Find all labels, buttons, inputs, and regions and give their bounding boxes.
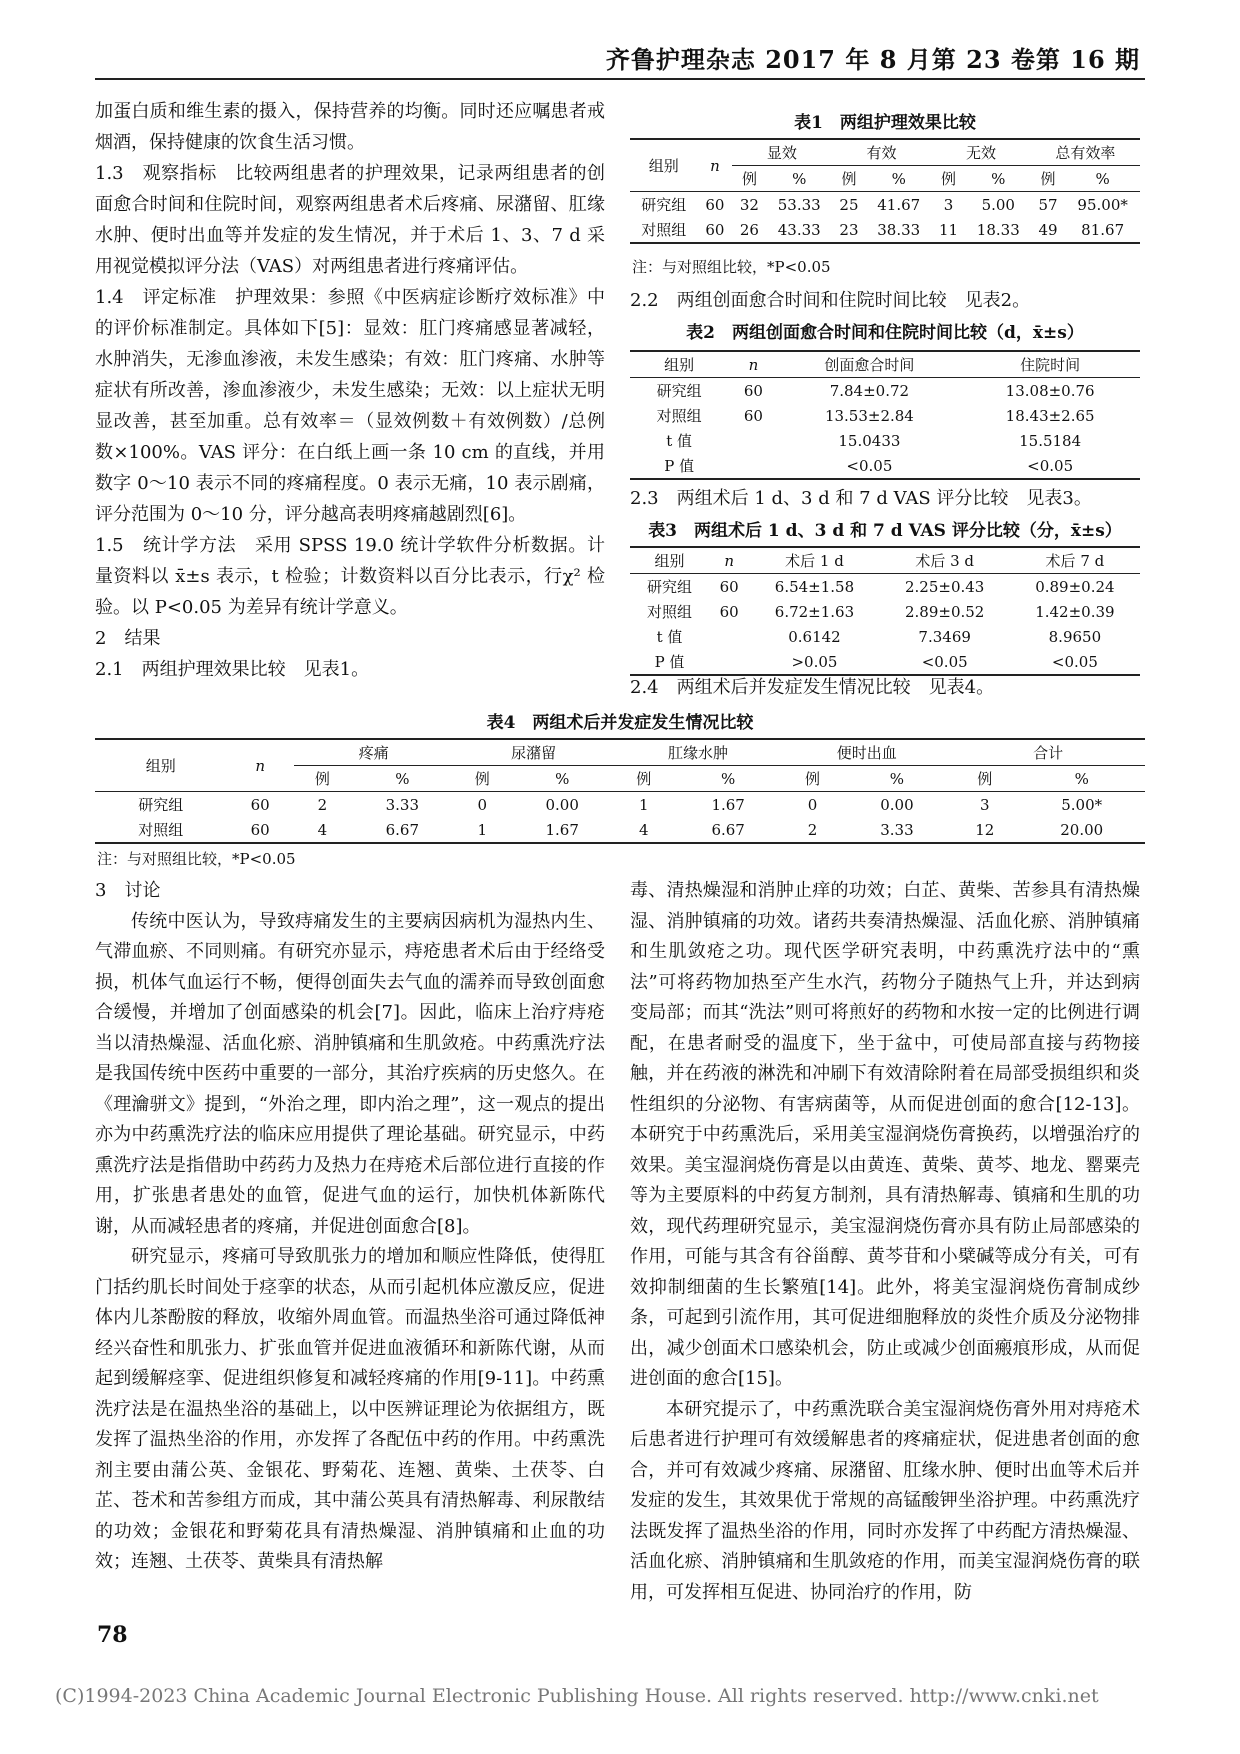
- table-cell: 12: [975, 820, 995, 839]
- table1-subhead: %: [792, 169, 807, 188]
- table-cell: 53.33: [777, 195, 821, 214]
- section-1-4: 1.4 评定标准 护理效果：参照《中医病症诊断疗效标准》中的评价标准制定。具体如下[5]：显效：肛门疼痛感显著减轻，水肿消失，无渗血渗液，未发生感染；有效：肛门疼痛、水肿等症状有所改善，渗血渗液少，未发生感染；无效：以上症状无明显改善，甚至加重。总有效率＝（显效例数＋有效例数）/总例数×100%。VAS 评分：在白纸上画一条 10 cm 的直线，并用数字 0～10 表示不同的疼痛程度。0 表示无痛，10 表示剧痛，评分范围为 0～10 分，评分越高表明疼痛越剧烈[6]。: [95, 287, 605, 525]
- table4-subhead: 例: [314, 770, 330, 788]
- table-row: [630, 192, 1140, 218]
- table4-subhead: %: [395, 769, 410, 788]
- table-cell: [728, 453, 778, 479]
- table4-head: 便时出血: [782, 739, 951, 766]
- table1-head-group: 组别: [630, 139, 698, 192]
- table2-head: 住院时间: [1020, 356, 1081, 374]
- table1-caption: 表1 两组护理效果比较: [794, 113, 976, 133]
- table4-subhead: %: [889, 769, 905, 788]
- table-cell: t 值: [656, 628, 683, 646]
- table-row: [630, 428, 1140, 453]
- table1-head-n: n: [698, 139, 733, 192]
- table1-subhead: %: [991, 169, 1006, 188]
- table-cell: 研究组: [641, 196, 687, 214]
- section-2-heading: 2 结果: [95, 628, 161, 649]
- section-1-3: 1.3 观察指标 比较两组患者的护理效果，记录两组患者的创面愈合时间和住院时间，观察两组患者术后疼痛、尿潴留、肛缘水肿、便时出血等并发症的发生情况，并于术后 1、3、7 d 采用视觉模拟评分法（VAS）对两组患者进行疼痛评估。: [95, 163, 605, 277]
- left-column-bottom: [95, 876, 605, 1578]
- table-cell: 6.54±1.58: [774, 577, 855, 596]
- table4-note: 注：与对照组比较，*P<0.05: [97, 850, 296, 868]
- table2-head: 组别: [664, 356, 695, 374]
- table-cell: 0: [807, 795, 818, 814]
- table-cell: 0.89±0.24: [1035, 577, 1115, 596]
- table-cell: 60: [705, 195, 725, 214]
- section-2-2-text: 2.2 两组创面愈合时间和住院时间比较 见表2。: [630, 290, 1031, 311]
- table3-head: 组别: [654, 552, 685, 570]
- right-column-bottom: [630, 876, 1140, 1608]
- table-cell: 32: [739, 195, 759, 214]
- table1-subhead: 例: [841, 170, 857, 188]
- table-cell: 60: [719, 577, 739, 596]
- table-cell: 研究组: [646, 578, 692, 596]
- paragraph: 毒、清热燥湿和消肿止痒的功效；白芷、黄柴、苦参具有清热燥湿、消肿镇痛的功效。诸药共奏清热燥湿、活血化瘀、消肿镇痛和生肌敛疮之功。现代医学研究表明，中药熏洗疗法中的“熏法”可将药物加热至产生水汽，药物分子随热气上升，并达到病变局部；而其“洗法”则可将煎好的药物和水按一定的比例进行调配，在患者耐受的温度下，坐于盆中，可使局部直接与药物接触，并在药液的淋洗和冲刷下有效清除附着在局部受损组织和炎性组织的分泌物、有害病菌等，从而促进创面的愈合[12-13]。本研究于中药熏洗后，采用美宝湿润烧伤膏换药，以增强治疗的效果。美宝湿润烧伤膏是以由黄连、黄柴、黄芩、地龙、罂粟壳等为主要原料的中药复方制剂，具有清热解毒、镇痛和生肌的功效，现代药理研究显示，美宝湿润烧伤膏亦具有防止局部感染的作用，可能与其含有谷甾醇、黄芩苷和小檗碱等成分有关，可有效抑制细菌的生长繁殖[14]。此外，将美宝湿润烧伤膏制成纱条，可起到引流作用，其可促进细胞释放的炎性介质及分泌物排出，减少创面术口感染机会，防止或减少创面瘢痕形成，从而促进创面的愈合[15]。: [630, 880, 1140, 1389]
- table-cell: 60: [743, 406, 763, 425]
- table-cell: 41.67: [877, 195, 921, 214]
- section-3-heading: 3 讨论: [95, 880, 161, 901]
- table-cell: 49: [1038, 220, 1058, 239]
- section-2-1: 2.1 两组护理效果比较 见表1。: [95, 659, 370, 680]
- page-number: 78: [97, 1622, 128, 1648]
- table-cell: [709, 624, 749, 649]
- paragraph: 研究显示，疼痛可导致肌张力的增加和顺应性降低，使得肛门括约肌长时间处于痉挛的状态，从而引起机体应激反应，促进体内儿茶酚胺的释放，收缩外周血管。而温热坐浴可通过降低神经兴奋性和肌张力、扩张血管并促进血液循环和新陈代谢，从而起到缓解痉挛、促进组织修复和减轻疼痛的作用[9-11]。中药熏洗疗法是在温热坐浴的基础上，以中医辨证理论为依据组方，既发挥了温热坐浴的作用，亦发挥了各配伍中药的作用。中药熏洗剂主要由蒲公英、金银花、野菊花、连翘、黄柴、土茯苓、白芷、苍术和苦参组方而成，其中蒲公英具有清热解毒、利尿散结的功效；金银花和野菊花具有清热燥湿、消肿镇痛和止血的功效；连翘、土茯苓、黄柴具有清热解: [95, 1246, 605, 1572]
- table-cell: 3: [943, 195, 954, 214]
- table-cell: 2.25±0.43: [904, 577, 985, 596]
- table-cell: 81.67: [1081, 220, 1125, 239]
- table4-subhead: 例: [636, 770, 652, 788]
- table3-caption: 表3 两组术后 1 d、3 d 和 7 d VAS 评分比较（分，x̄±s）: [648, 521, 1122, 541]
- section-2-2: [630, 285, 1140, 316]
- table1-subhead: %: [1095, 169, 1110, 188]
- table-cell: <0.05: [846, 456, 893, 475]
- table-cell: 7.3469: [918, 627, 971, 646]
- table1-head: 总有效率: [1031, 139, 1140, 166]
- table-cell: 对照组: [646, 603, 692, 621]
- table1: [630, 138, 1140, 244]
- table-cell: 5.00*: [1061, 795, 1103, 814]
- table-cell: 研究组: [656, 382, 702, 400]
- table-cell: 20.00: [1060, 820, 1104, 839]
- table-cell: 1.42±0.39: [1035, 602, 1115, 621]
- table-cell: >0.05: [791, 652, 838, 671]
- table4-head-group: 组别: [95, 739, 227, 792]
- table-cell: 5.00: [981, 195, 1015, 214]
- table4-head: 尿潴留: [454, 739, 614, 766]
- table-row: [630, 453, 1140, 479]
- table-row: [95, 792, 1145, 818]
- table4-head: 合计: [951, 739, 1145, 766]
- table4-subhead: %: [1074, 769, 1089, 788]
- table2: [630, 350, 1140, 480]
- table-cell: 13.53±2.84: [824, 406, 914, 425]
- table-cell: 15.5184: [1019, 431, 1082, 450]
- table-cell: 2: [317, 795, 328, 814]
- paragraph: 加蛋白质和维生素的摄入，保持营养的均衡。同时还应嘱患者戒烟酒，保持健康的饮食生活习惯。: [95, 101, 605, 153]
- table1-subhead: %: [891, 169, 906, 188]
- table4-head: 疼痛: [294, 739, 454, 766]
- table1-head: 无效: [931, 139, 1031, 166]
- table4-subhead: 例: [474, 770, 490, 788]
- table-cell: 0: [477, 795, 488, 814]
- table3-head: n: [724, 551, 735, 570]
- table-row: [630, 574, 1140, 600]
- table1-subhead: 例: [1040, 170, 1056, 188]
- table4-caption: 表4 两组术后并发症发生情况比较: [486, 713, 754, 733]
- table4-head: 肛缘水肿: [614, 739, 783, 766]
- section-1-5: 1.5 统计学方法 采用 SPSS 19.0 统计学软件分析数据。计量资料以 x̄±s 表示，t 检验；计数资料以百分比表示，行χ² 检验。以 P<0.05 为差异有统计学意义。: [95, 535, 605, 618]
- table-cell: 7.84±0.72: [829, 381, 910, 400]
- table-cell: 15.0433: [838, 431, 901, 450]
- paragraph: 传统中医认为，导致痔痛发生的主要病因病机为湿热内生、气滞血瘀、不同则痛。有研究亦显示，痔疮患者术后由于经络受损，机体气血运行不畅，便得创面失去气血的濡养而导致创面愈合缓慢，并增加了创面感染的机会[7]。因此，临床上治疗痔疮当以清热燥湿、活血化瘀、消肿镇痛和生肌敛疮。中药熏洗疗法是我国传统中医药中重要的一部分，其治疗疾病的历史悠久。在《理瀹骈文》提到，“外治之理，即内治之理”，这一观点的提出亦为中药熏洗疗法的临床应用提供了理论基础。研究显示，中药熏洗疗法是指借助中药药力及热力在痔疮术后部位进行直接的作用，扩张患者患处的血管，促进气血的运行，加快机体新陈代谢，从而减轻患者的疼痛，并促进创面愈合[8]。: [95, 910, 605, 1237]
- table-cell: P 值: [664, 457, 695, 475]
- table2-head: n: [748, 355, 759, 374]
- header-rule: [95, 78, 1145, 80]
- table-cell: 6.72±1.63: [774, 602, 855, 621]
- table-cell: 6.67: [385, 820, 420, 839]
- left-column-top: [95, 96, 605, 685]
- section-2-4-text: 2.4 两组术后并发症发生情况比较 见表4。: [630, 677, 995, 698]
- table1-note: 注：与对照组比较，*P<0.05: [632, 258, 831, 276]
- table4-subhead: %: [721, 769, 736, 788]
- copyright-footer: (C)1994-2023 China Academic Journal Electronic Publishing House. All rights reserved. http://www.cnki.net: [55, 1685, 1099, 1707]
- table-cell: 对照组: [656, 407, 702, 425]
- table4-subhead: %: [555, 769, 570, 788]
- table-cell: 4: [317, 820, 328, 839]
- table-cell: 研究组: [138, 796, 184, 814]
- table-cell: 23: [839, 220, 859, 239]
- table-cell: 25: [839, 195, 859, 214]
- table-cell: 60: [250, 820, 270, 839]
- table4-head-n: n: [227, 739, 294, 792]
- table4-subhead: 例: [977, 770, 993, 788]
- table-row: [630, 599, 1140, 624]
- table-cell: 13.08±0.76: [1005, 381, 1095, 400]
- table-cell: 18.43±2.65: [1005, 406, 1095, 425]
- table-cell: 1: [638, 795, 649, 814]
- table3-head: 术后 3 d: [915, 552, 975, 570]
- table-cell: P 值: [654, 653, 685, 671]
- table-cell: 6.67: [711, 820, 745, 839]
- paragraph: 本研究提示了，中药熏洗联合美宝湿润烧伤膏外用对痔疮术后患者进行护理可有效缓解患者的疼痛症状，促进患者创面的愈合，并可有效减少疼痛、尿潴留、肛缘水肿、便时出血等术后并发症的发生，其效果优于常规的高锰酸钾坐浴护理。中药熏洗疗法既发挥了温热坐浴的作用，同时亦发挥了中药配方清热燥湿、活血化瘀、消肿镇痛和生肌敛疮的作用，而美宝湿润烧伤膏的联用，可发挥相互促进、协同治疗的作用，防: [630, 1398, 1140, 1603]
- table-cell: 对照组: [641, 221, 687, 239]
- table4-subhead: 例: [805, 770, 821, 788]
- table-cell: 2.89±0.52: [904, 602, 985, 621]
- table-cell: <0.05: [1027, 456, 1074, 475]
- section-2-4: [630, 672, 1140, 703]
- table-cell: 60: [719, 602, 739, 621]
- journal-header: 齐鲁护理杂志 2017 年 8 月第 23 卷第 16 期: [605, 45, 1140, 74]
- table-cell: 60: [250, 795, 270, 814]
- table-cell: 1: [477, 820, 488, 839]
- table-cell: <0.05: [1051, 652, 1098, 671]
- table-row: [95, 817, 1145, 843]
- table1-subhead: 例: [741, 170, 757, 188]
- table1-head: 显效: [732, 139, 832, 166]
- section-2-3-text: 2.3 两组术后 1 d、3 d 和 7 d VAS 评分比较 见表3。: [630, 488, 1092, 509]
- table3-head: 术后 7 d: [1045, 552, 1105, 570]
- table-cell: 1.67: [711, 795, 745, 814]
- table-cell: t 值: [666, 432, 693, 450]
- table-cell: 11: [938, 220, 959, 239]
- table-row: [630, 378, 1140, 404]
- table-cell: 38.33: [877, 220, 921, 239]
- table-cell: 0.00: [880, 795, 914, 814]
- table-cell: 60: [743, 381, 763, 400]
- table-row: [630, 217, 1140, 243]
- table-cell: 18.33: [976, 220, 1020, 239]
- table3: [630, 546, 1140, 676]
- table-cell: 8.9650: [1048, 627, 1102, 646]
- table1-head: 有效: [832, 139, 932, 166]
- table4: [95, 738, 1145, 844]
- table-cell: 2: [807, 820, 818, 839]
- table2-caption: 表2 两组创面愈合时间和住院时间比较（d，x̄±s）: [686, 323, 1084, 343]
- table-cell: 43.33: [777, 220, 821, 239]
- table-row: [630, 624, 1140, 649]
- table-row: [630, 403, 1140, 428]
- table-cell: 3.33: [880, 820, 914, 839]
- section-2-3: [630, 483, 1140, 514]
- table1-subhead: 例: [941, 170, 957, 188]
- table-cell: 对照组: [138, 821, 184, 839]
- table-cell: 3.33: [385, 795, 420, 814]
- table-cell: <0.05: [921, 652, 968, 671]
- table-cell: 0.00: [545, 795, 579, 814]
- table-cell: 95.00*: [1077, 195, 1128, 214]
- table-cell: 3: [980, 795, 990, 814]
- table3-head: 术后 1 d: [785, 552, 844, 570]
- table-cell: [728, 428, 778, 453]
- table-cell: 57: [1038, 195, 1058, 214]
- table-cell: 60: [705, 220, 725, 239]
- table2-head: 创面愈合时间: [824, 356, 915, 374]
- table-cell: 26: [739, 220, 759, 239]
- table-cell: 0.6142: [788, 627, 841, 646]
- table-cell: 1.67: [545, 820, 579, 839]
- table-cell: 4: [638, 820, 649, 839]
